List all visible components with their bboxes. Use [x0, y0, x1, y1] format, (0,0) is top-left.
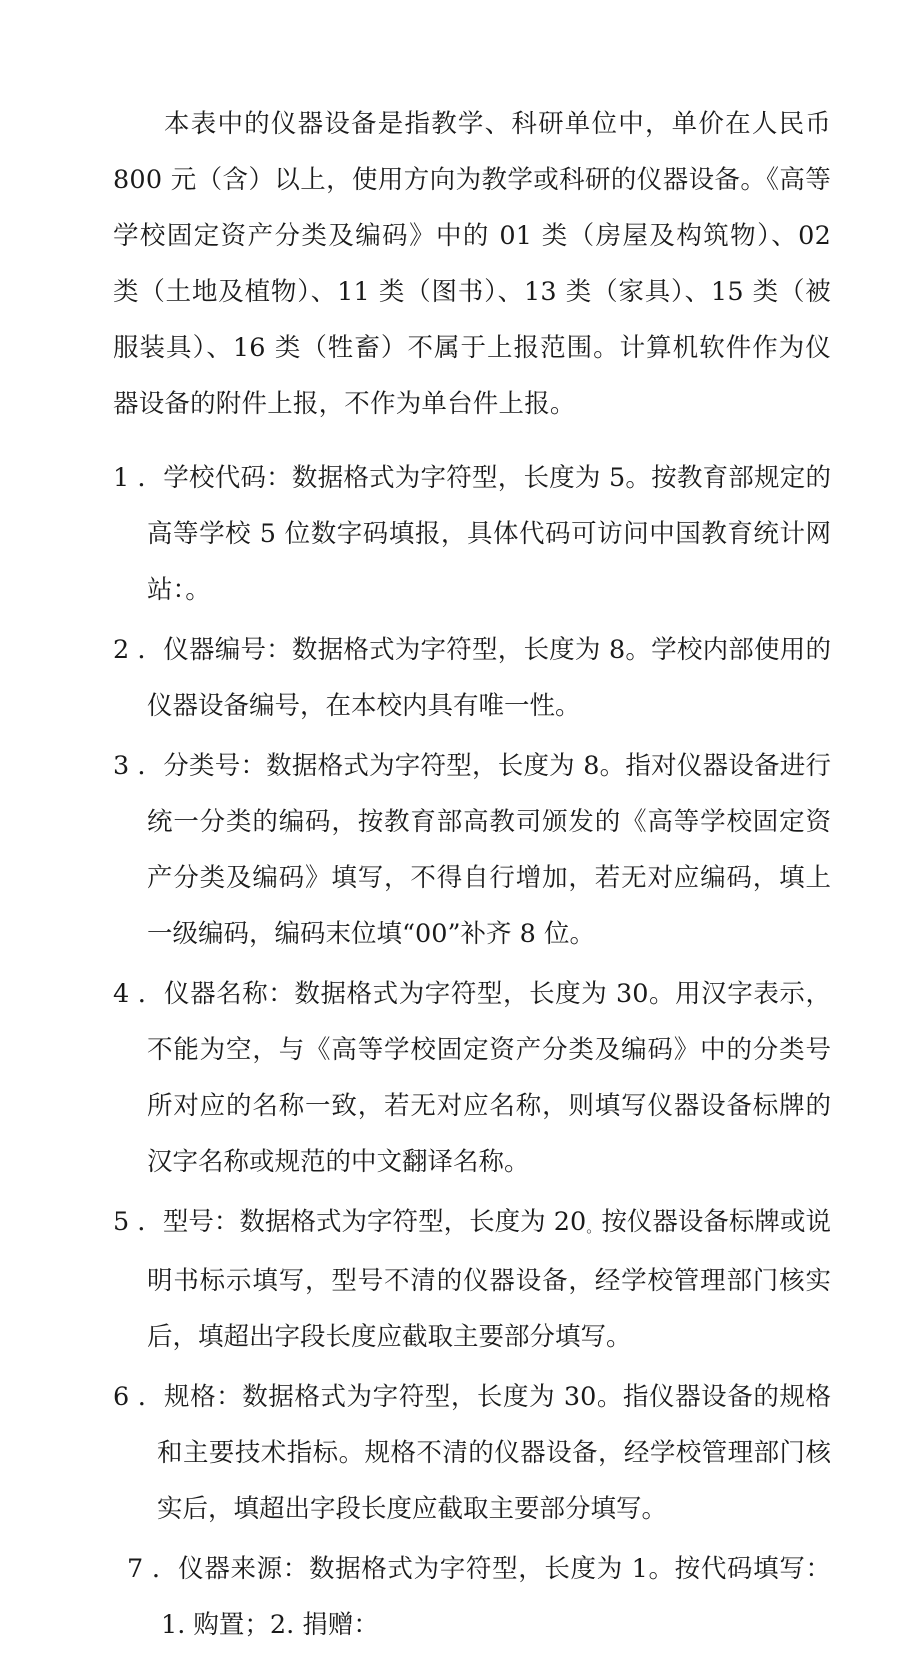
- list-item-4-marker: 4 ．: [113, 979, 164, 1009]
- list-item-5: [113, 1194, 831, 1365]
- list-item-7-marker: 7 ．: [127, 1554, 179, 1584]
- list-item-5-text-after: 按仪器设备标牌或说明书标示填写，型号不清的仪器设备，经学校管理部门核实后，填超出字段长度应截取主要部分填写。: [147, 1207, 831, 1352]
- list-item-2-marker: 2 ．: [113, 635, 164, 665]
- list-item-6-marker: 6 ．: [113, 1382, 164, 1412]
- list-item-7-text: 仪器来源：数据格式为字符型，长度为 1。按代码填写：1. 购置；2. 捐赠：: [161, 1554, 831, 1640]
- list-item-7: [113, 1541, 831, 1653]
- list-item-4: [113, 966, 831, 1190]
- numbered-definition-list: [113, 450, 831, 1653]
- list-item-1-marker: 1 ．: [113, 463, 164, 493]
- list-item-1: [113, 450, 831, 618]
- list-item-5-small-period: 。: [586, 1218, 602, 1236]
- list-item-4-text: 仪器名称：数据格式为字符型，长度为 30。用汉字表示，不能为空，与《高等学校固定资产分类及编码》中的分类号所对应的名称一致，若无对应名称，则填写仪器设备标牌的汉字名称或规范的中文翻译名称。: [147, 979, 831, 1177]
- list-item-3-text: 分类号：数据格式为字符型，长度为 8。指对仪器设备进行统一分类的编码，按教育部高教司颁发的《高等学校固定资产分类及编码》填写，不得自行增加，若无对应编码，填上一级编码，编码末位填“00”补齐 8 位。: [147, 751, 831, 949]
- list-item-5-marker: 5 ．: [113, 1207, 163, 1237]
- document-content: [113, 96, 831, 1657]
- list-item-6-text: 规格：数据格式为字符型，长度为 30。指仪器设备的规格和主要技术指标。规格不清的仪器设备，经学校管理部门核实后，填超出字段长度应截取主要部分填写。: [157, 1382, 831, 1524]
- list-item-2-text: 仪器编号：数据格式为字符型，长度为 8。学校内部使用的仪器设备编号，在本校内具有唯一性。: [147, 635, 831, 721]
- list-item-1-text: 学校代码：数据格式为字符型，长度为 5。按教育部规定的高等学校 5 位数字码填报，具体代码可访问中国教育统计网站：。: [147, 463, 831, 605]
- list-item-3-marker: 3 ．: [113, 751, 164, 781]
- list-item-2: [113, 622, 831, 734]
- list-item-3: [113, 738, 831, 962]
- list-item-5-text-before: 型号：数据格式为字符型，长度为 20: [162, 1207, 587, 1237]
- list-item-6: [113, 1369, 831, 1537]
- intro-paragraph: 本表中的仪器设备是指教学、科研单位中，单价在人民币 800 元（含）以上，使用方向为教学或科研的仪器设备。《高等学校固定资产分类及编码》中的 01 类（房屋及构筑物）、02 类（土地及植物）、11 类（图书）、13 类（家具）、15 类（被服装具）、16 类（牲畜）不属于上报范围。计算机软件作为仪器设备的附件上报，不作为单台件上报。: [113, 109, 831, 419]
